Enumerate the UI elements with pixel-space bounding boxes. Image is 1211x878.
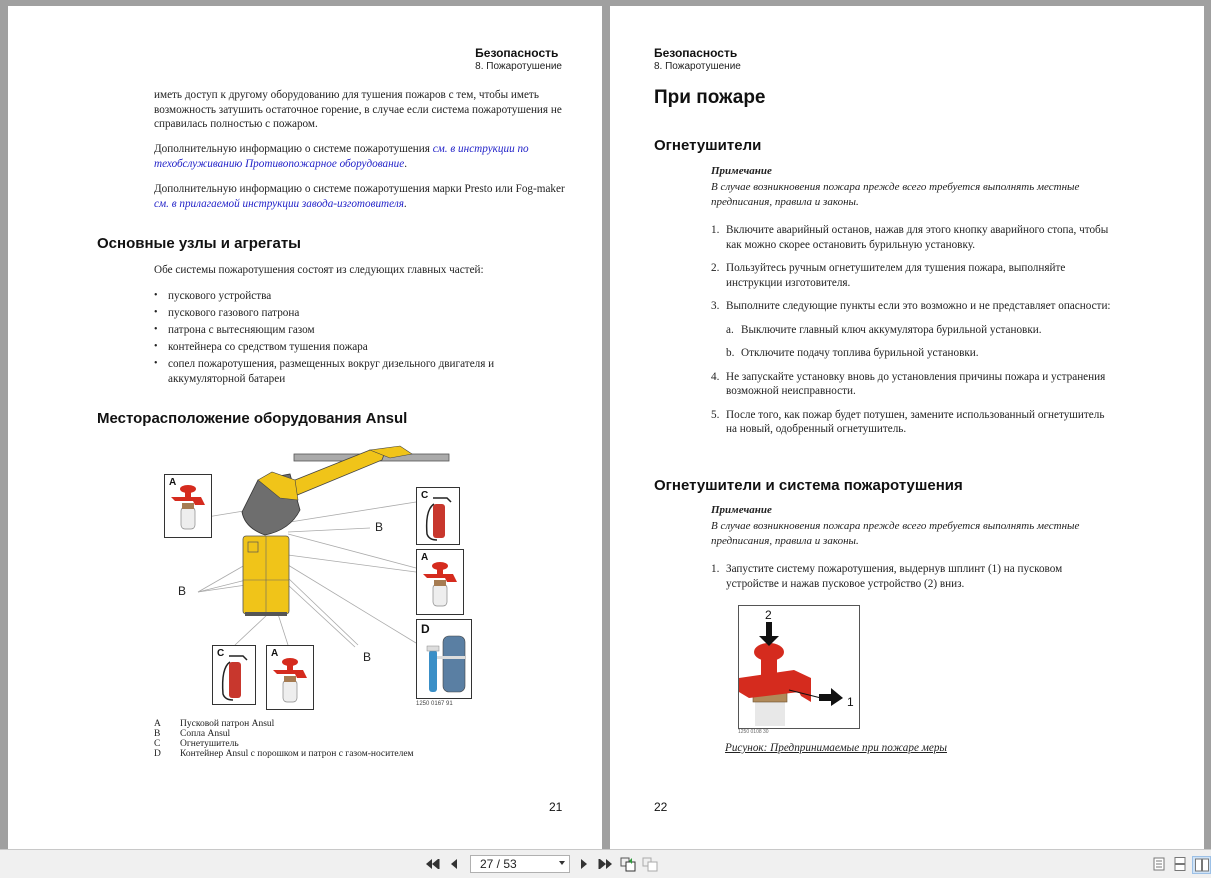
step-number: a.: [726, 323, 734, 336]
legend-text: Пусковой патрон Ansul: [180, 719, 275, 729]
figure-legend: [154, 719, 414, 759]
callout-d-right: [416, 619, 472, 699]
step-text: Пользуйтесь ручным огнетушителем для тушения пожара, выполняйте инструкции изготовителя.: [726, 262, 1066, 289]
first-page-button[interactable]: [425, 856, 441, 872]
next-view-icon: [642, 856, 658, 872]
next-page-icon: [579, 858, 589, 870]
callout-label: A: [169, 477, 177, 488]
step-item: [711, 408, 1111, 437]
list-item: • сопел пожаротушения, размещенных вокруг дизельного двигателя и аккумуляторной батареи: [154, 357, 534, 386]
ansul-container-icon: [417, 620, 471, 698]
list-item: • патрона с вытесняющим газом: [154, 323, 534, 338]
step-item: [711, 261, 1111, 290]
legend-text: Контейнер Ansul с порошком и патрон с газом-носителем: [180, 749, 414, 759]
note-text: В случае возникновения пожара прежде всего требуется выполнять местные предписания, правила и законы.: [711, 520, 1080, 547]
legend-row: [154, 739, 414, 749]
note-block: [711, 165, 1121, 209]
running-header: [475, 46, 562, 72]
legend-key: A: [154, 719, 161, 729]
last-page-button[interactable]: [597, 856, 613, 872]
single-page-icon: [1153, 857, 1165, 871]
step-number: 1.: [711, 224, 720, 236]
legend-row: [154, 719, 414, 729]
next-page-button[interactable]: [576, 856, 592, 872]
legend-key: B: [154, 729, 161, 739]
fire-steps-list: [711, 223, 1111, 437]
page-indicator: 27 / 53: [480, 857, 517, 871]
note-block: [711, 504, 1121, 548]
nozzle-label: B: [178, 584, 187, 598]
step-text: После того, как пожар будет потушен, замените использованный огнетушитель на новый, одобренный огнетушитель.: [726, 408, 1105, 435]
page-number: 22: [654, 800, 668, 814]
view-two-page-button[interactable]: [1192, 856, 1211, 874]
step-item: [711, 299, 1111, 314]
two-page-icon: [1195, 858, 1209, 872]
document-page-21: [8, 6, 602, 849]
step-text: Включите аварийный останов, нажав для этого кнопку аварийного стопа, чтобы как можно скорее остановить бурильную установку.: [726, 224, 1109, 251]
callout-a-bottom: [266, 645, 314, 710]
paragraph-end: .: [404, 157, 408, 170]
link-manufacturer-manual[interactable]: см. в прилагаемой инструкции завода-изготовителя: [154, 197, 404, 210]
previous-page-icon: [449, 858, 459, 870]
chevron-down-icon: [559, 861, 565, 865]
previous-view-button[interactable]: [620, 856, 636, 872]
callout-a-right: [416, 549, 464, 615]
step-text: Отключите подачу топлива бурильной установки.: [741, 347, 979, 359]
substep-item: [726, 346, 1111, 361]
ansul-cartridge-icon: [417, 550, 463, 614]
page-number-select[interactable]: [470, 855, 570, 873]
main-parts-lead: Обе системы пожаротушения состоят из следующих главных частей:: [154, 264, 484, 276]
activator-figure: [738, 605, 860, 729]
figure-code: 1250 0108 30: [738, 729, 769, 735]
note-text: В случае возникновения пожара прежде всего требуется выполнять местные предписания, правила и законы.: [711, 181, 1080, 208]
nozzle-label: B: [363, 650, 372, 664]
callout-label: C: [421, 490, 429, 501]
ansul-cartridge-icon: [267, 646, 313, 709]
legend-text: Сопла Ansul: [180, 729, 231, 739]
callout-a-top-left: [164, 474, 212, 538]
last-page-icon: [598, 858, 612, 870]
list-item: • пускового газового патрона: [154, 306, 534, 321]
page-number: 21: [549, 800, 563, 814]
callout-label: A: [421, 552, 429, 563]
link-maintenance-manual[interactable]: см. в инструкции по техобслуживанию Противопожарное оборудование: [154, 143, 529, 170]
legend-row: [154, 729, 414, 739]
callout-c-bottom: [212, 645, 256, 705]
step-item: [711, 223, 1111, 252]
intro-paragraph: иметь доступ к другому оборудованию для тушения пожаров с тем, чтобы иметь возможность затушить остаточное горение, в случае если система пожаротушения не справилась полностью с пожаром.: [154, 89, 562, 130]
heading-ansul-location: Месторасположение оборудования Ansul: [97, 410, 408, 427]
fire-extinguisher-icon: [417, 488, 459, 544]
paragraph-end: .: [403, 197, 407, 210]
continuous-pages-icon: [1174, 857, 1186, 871]
note-title: Примечание: [711, 504, 772, 516]
nozzle-label: B: [375, 520, 384, 534]
running-header-subtitle: 8. Пожаротушение: [654, 61, 741, 72]
callout-label: D: [421, 622, 430, 636]
info-paragraph-maintenance: [154, 142, 564, 171]
step-item: [711, 370, 1111, 399]
step-number: b.: [726, 347, 735, 359]
legend-row: [154, 749, 414, 759]
running-header-title: Безопасность: [654, 46, 738, 60]
callout-label: A: [271, 648, 279, 659]
callout-label: C: [217, 648, 225, 659]
step-text: Выполните следующие пункты если это возможно и не представляет опасности:: [726, 300, 1111, 312]
ansul-location-figure: [150, 440, 490, 710]
heading-main-parts: Основные узлы и агрегаты: [97, 235, 301, 252]
main-parts-list: [154, 289, 534, 389]
running-header: [654, 46, 741, 72]
list-item: • контейнера со средством тушения пожара: [154, 340, 534, 355]
step-text: Не запускайте установку вновь до установления причины пожара и устранения возможной неисправности.: [726, 370, 1106, 397]
fire-extinguisher-icon: [213, 646, 255, 704]
substep-item: [726, 323, 1111, 338]
step-number: 5.: [711, 408, 720, 421]
callout-c-right-top: [416, 487, 460, 545]
heading-extinguishers: Огнетушители: [654, 137, 762, 154]
paragraph-text: Дополнительную информацию о системе пожаротушения марки Presto или Fog-maker: [154, 183, 565, 195]
figure-caption: Рисунок: Предпринимаемые при пожаре меры: [725, 742, 947, 754]
label-push: 2: [765, 608, 772, 622]
next-view-button[interactable]: [642, 856, 658, 872]
heading-extinguishers-system: Огнетушители и система пожаротушения: [654, 477, 963, 494]
note-title: Примечание: [711, 165, 772, 177]
legend-key: D: [154, 749, 161, 759]
legend-text: Огнетушитель: [180, 739, 239, 749]
document-page-22: [610, 6, 1204, 849]
step-number: 3.: [711, 300, 720, 312]
label-pull: 1: [847, 695, 854, 709]
figure-code: 1250 0167 91: [416, 701, 453, 707]
step-item: [711, 562, 1111, 591]
system-steps-list: [711, 562, 1111, 591]
running-header-title: Безопасность: [475, 46, 559, 60]
pdf-navigation-toolbar: [0, 849, 1211, 878]
step-text: Выключите главный ключ аккумулятора бурильной установки.: [741, 323, 1042, 336]
view-continuous-button[interactable]: [1172, 856, 1188, 872]
legend-key: C: [154, 739, 161, 749]
step-number: 2.: [711, 262, 720, 274]
previous-view-icon: [620, 856, 636, 872]
fire-system-activator-illustration: [739, 606, 859, 728]
step-number: 1.: [711, 563, 720, 575]
previous-page-button[interactable]: [446, 856, 462, 872]
list-item: • пускового устройства: [154, 289, 534, 304]
step-text: Запустите систему пожаротушения, выдернув шплинт (1) на пусковом устройстве и нажав пусковое устройство (2) вниз.: [726, 563, 1063, 590]
view-single-page-button[interactable]: [1151, 856, 1167, 872]
ansul-cartridge-icon: [165, 475, 211, 537]
info-paragraph-presto: [154, 182, 566, 211]
first-page-icon: [426, 858, 440, 870]
paragraph-text: Дополнительную информацию о системе пожаротушения: [154, 143, 433, 155]
step-number: 4.: [711, 370, 720, 383]
page-title: При пожаре: [654, 87, 766, 108]
running-header-subtitle: 8. Пожаротушение: [475, 61, 562, 72]
